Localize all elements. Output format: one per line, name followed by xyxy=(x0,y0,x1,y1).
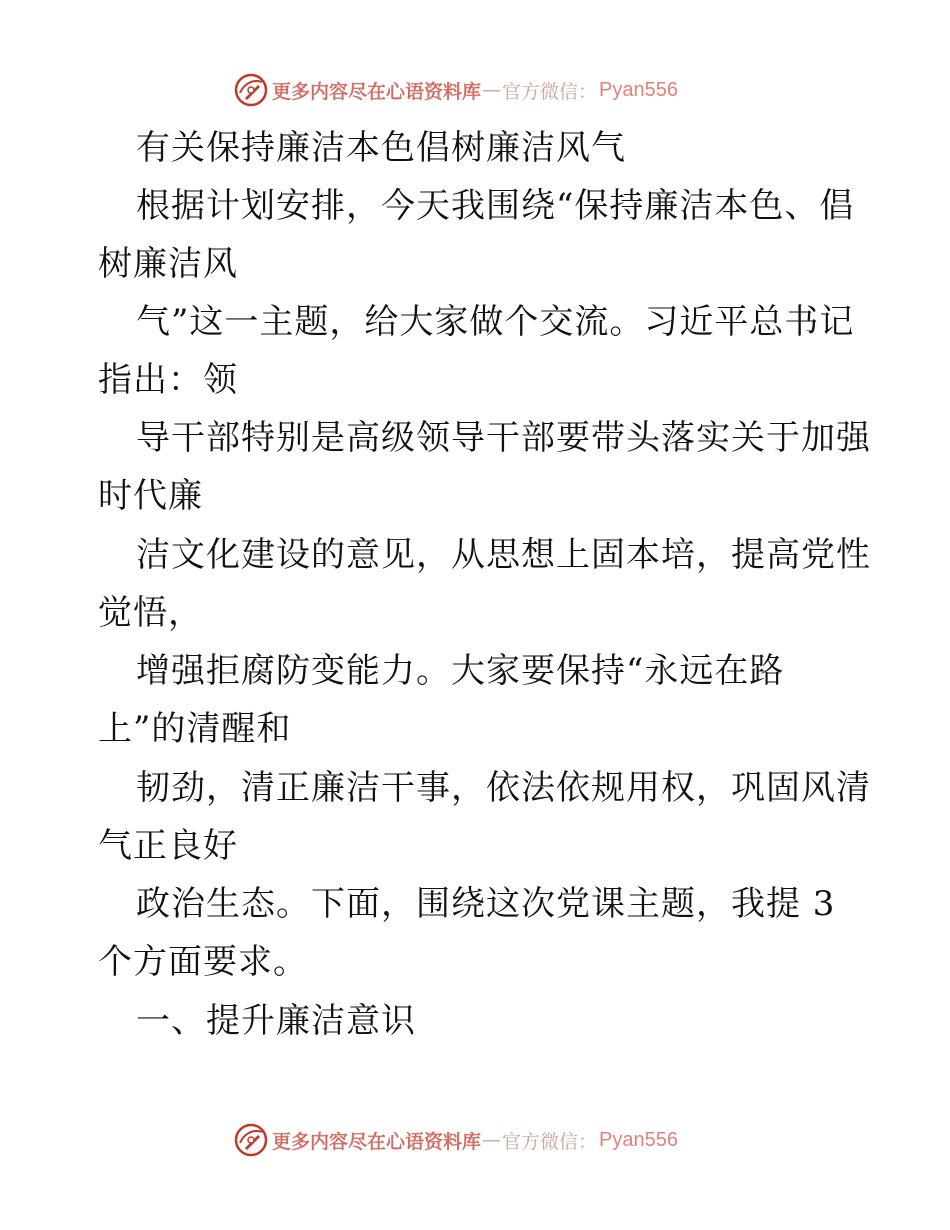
header-watermark xyxy=(234,72,678,108)
paragraph-line: 时代廉 xyxy=(98,476,203,516)
document-title: 有关保持廉洁本色倡树廉洁风气 xyxy=(136,128,626,168)
footer-watermark xyxy=(234,1122,678,1158)
paragraph-line: 觉悟， xyxy=(98,593,203,633)
paragraph-line: 增强拒腐防变能力。大家要保持“永远在路 xyxy=(136,651,785,691)
watermark-label: 官方微信： xyxy=(502,1130,598,1153)
watermark-text: 更多内容尽在心语资料库 xyxy=(272,1130,482,1153)
paragraph-line: 导干部特别是高级领导干部要带头落实关于加强 xyxy=(136,418,871,458)
paragraph-line: 气正良好 xyxy=(98,826,238,866)
watermark-label: 官方微信： xyxy=(502,80,598,103)
paragraph-line: 政治生态。下面，围绕这次党课主题，我提 3 xyxy=(136,884,836,924)
paragraph-line: 根据计划安排，今天我围绕“保持廉洁本色、倡 xyxy=(136,186,855,226)
watermark-wechat-id: Pyan556 xyxy=(599,1128,678,1151)
paragraph-line: 洁文化建设的意见，从思想上固本培，提高党性 xyxy=(136,535,871,575)
paragraph-line: 指出：领 xyxy=(98,360,238,400)
paragraph-line: 个方面要求。 xyxy=(98,942,308,982)
paragraph-line: 韧劲，清正廉洁干事，依法依规用权，巩固风清 xyxy=(136,768,871,808)
paragraph-line: 气”这一主题，给大家做个交流。习近平总书记 xyxy=(136,302,855,342)
watermark-separator: — xyxy=(482,79,502,101)
logo-icon xyxy=(234,73,268,107)
watermark-wechat-id: Pyan556 xyxy=(599,78,678,101)
section-heading: 一、提升廉洁意识 xyxy=(136,1001,416,1041)
logo-icon xyxy=(234,1123,268,1157)
watermark-text: 更多内容尽在心语资料库 xyxy=(272,80,482,103)
paragraph-line: 上”的清醒和 xyxy=(98,709,292,749)
watermark-separator: — xyxy=(482,1129,502,1151)
paragraph-line: 树廉洁风 xyxy=(98,244,238,284)
